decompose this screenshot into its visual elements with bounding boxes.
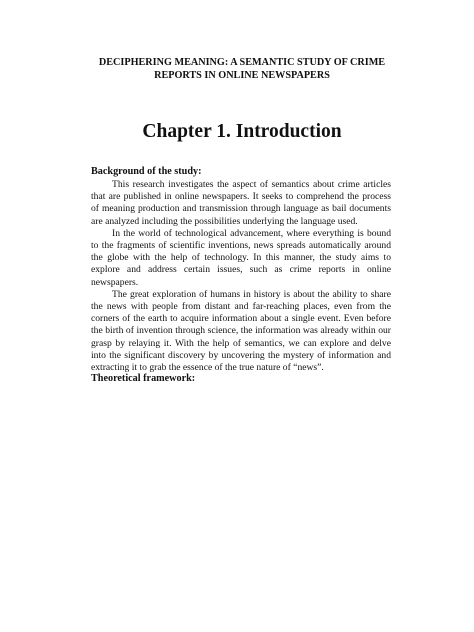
paragraph: The great exploration of humans in history is about the ability to share the news with people from distant and far-reaching places, even from the corners of the earth to acquire information about a single event. Even before the birth of invention through science, the information was already within our grasp by relaying it. With the help of semantics, we can explore and delve into the significant discovery by uncovering the mystery of information and extracting it to grab the essence of the true nature of “news”. xyxy=(91,288,391,374)
document-title xyxy=(90,57,394,82)
section-heading-theoretical-framework: Theoretical framework: xyxy=(91,373,196,384)
chapter-heading: Chapter 1. Introduction xyxy=(142,121,342,142)
paragraph: This research investigates the aspect of semantics about crime articles that are published in online newspapers. It seeks to comprehend the process of meaning production and transmission through language as bail documents are analyzed including the possibilities underlying the language used. xyxy=(91,179,391,227)
document-title-line-2: REPORTS IN ONLINE NEWSPAPERS xyxy=(154,69,330,81)
paragraph: In the world of technological advancement, where everything is bound to the fragments of scientific inventions, news spreads automatically around the globe with the help of technology. In this manner, the study aims to explore and address certain issues, such as crime reports in online newspapers. xyxy=(91,227,391,288)
section-heading-background: Background of the study: xyxy=(91,166,202,177)
background-section-body xyxy=(91,179,391,374)
document-title-line-1: DECIPHERING MEANING: A SEMANTIC STUDY OF CRIME xyxy=(98,57,386,68)
